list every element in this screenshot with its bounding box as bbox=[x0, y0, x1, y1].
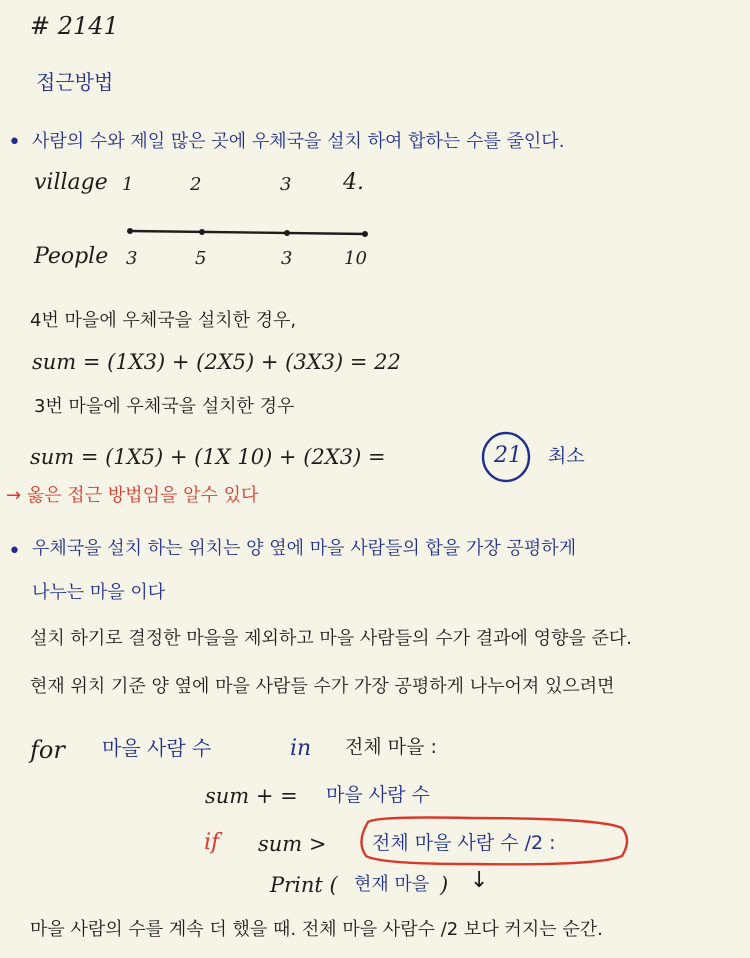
iterable: 전체 마을 : bbox=[345, 736, 437, 758]
bullet-dot-2: • bbox=[8, 539, 21, 564]
case4-label: 4번 마을에 우체국을 설치한 경우, bbox=[30, 310, 297, 331]
print-close: ) bbox=[440, 873, 449, 897]
diagram-point bbox=[362, 231, 368, 237]
section-title: 접근방법 bbox=[36, 70, 114, 94]
people-count: 3 bbox=[126, 248, 138, 269]
diagram-point bbox=[284, 230, 290, 236]
village-number: 2 bbox=[190, 174, 202, 195]
bullet-first-text: 사람의 수와 제일 많은 곳에 우체국을 설치 하여 합하는 수를 줄인다. bbox=[32, 131, 565, 152]
case3-label: 3번 마을에 우체국을 설치한 경우 bbox=[34, 396, 295, 417]
case3-result: 21 bbox=[494, 443, 522, 468]
case3-sum: sum = (1X5) + (1X 10) + (2X3) = bbox=[30, 445, 386, 469]
condition-rhs: 전체 마을 사람 수 /2 : bbox=[372, 832, 556, 854]
explanation-line-1: 설치 하기로 결정한 마을을 제외하고 마을 사람들의 수가 결과에 영향을 준다. bbox=[30, 628, 632, 649]
loop-variable: 마을 사람 수 bbox=[102, 736, 212, 760]
village-number: 1 bbox=[122, 174, 134, 195]
explanation-line-2: 현재 위치 기준 양 옆에 마을 사람들 수가 가장 공평하게 나누어져 있으려면 bbox=[30, 676, 615, 697]
print-argument: 현재 마을 bbox=[354, 874, 430, 895]
minimum-label: 최소 bbox=[548, 445, 585, 467]
in-keyword: in bbox=[290, 736, 312, 761]
people-count: 5 bbox=[195, 248, 207, 269]
diagram-point bbox=[127, 228, 133, 234]
bullet-dot-1: • bbox=[8, 130, 21, 155]
bullet-second-line1: 우체국을 설치 하는 위치는 양 옆에 마을 사람들의 합을 가장 공평하게 bbox=[32, 538, 577, 559]
case4-sum: sum = (1X3) + (2X5) + (3X3) = 22 bbox=[32, 350, 401, 374]
people-label: People bbox=[34, 244, 109, 269]
village-label: village bbox=[34, 170, 108, 195]
bullet-second-line2: 나누는 마을 이다 bbox=[32, 582, 166, 603]
diagram-line bbox=[130, 231, 366, 234]
diagram-axis bbox=[127, 228, 368, 237]
diagram-point bbox=[199, 229, 205, 235]
sum-lhs: sum + = bbox=[205, 784, 298, 808]
village-number: 3 bbox=[280, 174, 292, 195]
village-number: 4. bbox=[343, 170, 364, 195]
people-count: 3 bbox=[281, 248, 293, 269]
people-count: 10 bbox=[344, 248, 367, 269]
problem-number: # 2141 bbox=[30, 12, 119, 40]
if-keyword: if bbox=[204, 830, 220, 855]
conclusion-text: → 옳은 접근 방법임을 알수 있다 bbox=[6, 485, 259, 506]
down-arrow-icon: ↓ bbox=[470, 868, 489, 893]
for-keyword: for bbox=[30, 736, 65, 764]
sum-rhs: 마을 사람 수 bbox=[326, 784, 430, 806]
condition-lhs: sum > bbox=[258, 832, 327, 856]
print-call: Print ( bbox=[270, 873, 338, 897]
footer-note: 마을 사람의 수를 계속 더 했을 때. 전체 마을 사람수 /2 보다 커지는 순간. bbox=[30, 919, 603, 940]
